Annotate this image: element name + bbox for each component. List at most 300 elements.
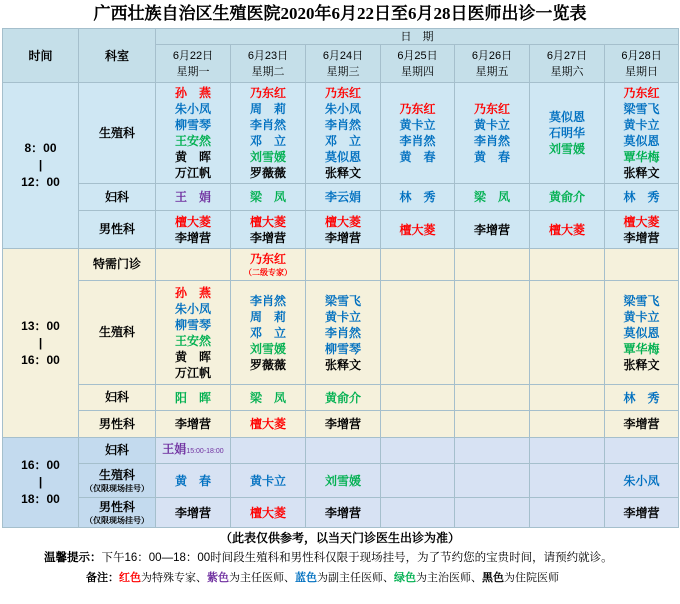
day-weekday: 星期六	[550, 65, 584, 78]
doctor-entry	[306, 473, 380, 489]
doctor-entry	[306, 325, 380, 341]
day-weekday: 星期三	[326, 65, 360, 78]
doctor-name: 黄卡立	[473, 118, 510, 132]
doctor-name: 梁雪飞	[623, 102, 660, 116]
doctor-entry	[306, 133, 380, 149]
doctor-name: 乃东红	[249, 252, 286, 266]
doctor-entry	[455, 133, 529, 149]
time-sep: |	[38, 158, 43, 172]
schedule-cell	[455, 498, 530, 528]
legend-text: 为副主任医师、	[317, 572, 394, 584]
doctor-entry	[455, 222, 529, 238]
doctor-name: 梁雪飞	[623, 293, 660, 308]
schedule-cell	[455, 411, 530, 438]
doctor-entry	[605, 149, 678, 165]
schedule-cell	[306, 385, 381, 411]
dept-cell	[79, 498, 156, 528]
doctor-name: 万江帆	[174, 365, 211, 380]
doctor-name: 黄 春	[174, 473, 211, 488]
doctor-entry	[605, 505, 678, 521]
doctor-entry	[381, 222, 454, 238]
doctor-entry	[530, 109, 604, 125]
doctor-entry	[156, 349, 230, 365]
schedule-cell	[156, 464, 231, 498]
doctor-name: 黄卡立	[399, 118, 436, 132]
doctor-entry	[605, 230, 678, 246]
header-row	[3, 29, 679, 45]
doctor-entry	[605, 101, 678, 117]
footer-tip	[44, 550, 613, 566]
schedule-cell	[156, 281, 231, 385]
schedule-row	[3, 498, 679, 528]
schedule-cell	[306, 438, 381, 464]
doctor-entry	[306, 505, 380, 521]
day-date: 6月22日	[172, 49, 214, 62]
doctor-name: 张释文	[324, 166, 361, 180]
doctor-name: 李肖然	[324, 118, 361, 132]
doctor-name: 李增营	[174, 505, 211, 520]
schedule-cell	[231, 281, 306, 385]
schedule-cell	[306, 83, 381, 184]
doctor-entry	[605, 341, 678, 357]
doctor-entry	[381, 117, 454, 133]
footer-legend-label: 备注：	[86, 572, 119, 584]
doctor-entry	[306, 293, 380, 309]
doctor-entry	[156, 230, 230, 246]
schedule-cell	[231, 438, 306, 464]
doctor-name: 乃东红	[623, 86, 660, 100]
doctor-entry	[605, 165, 678, 181]
doctor-name: 朱小凤	[174, 301, 211, 316]
doctor-name: 李云娟	[324, 190, 361, 204]
doctor-name: 李肖然	[249, 293, 286, 308]
legend-color-word: 蓝色	[295, 572, 317, 584]
schedule-cell	[306, 249, 381, 281]
schedule-cell	[306, 211, 381, 249]
doctor-entry	[156, 365, 230, 381]
schedule-cell	[605, 184, 679, 211]
schedule-row	[3, 83, 679, 184]
doctor-name: 黄 晖	[174, 150, 211, 164]
doctor-entry	[231, 117, 305, 133]
doctor-entry	[156, 189, 230, 205]
schedule-cell	[530, 184, 605, 211]
doctor-name: 朱小凤	[324, 102, 361, 116]
schedule-cell	[381, 83, 455, 184]
doctor-entry	[231, 251, 305, 267]
schedule-row	[3, 438, 679, 464]
doctor-entry	[156, 85, 230, 101]
schedule-cell	[156, 411, 231, 438]
doctor-name: 檀大菱	[174, 214, 211, 229]
doctor-name: 李增营	[324, 230, 361, 245]
day-weekday: 星期一	[176, 65, 210, 78]
schedule-cell	[530, 464, 605, 498]
doctor-name: 周 莉	[249, 102, 286, 116]
doctor-entry	[306, 189, 380, 205]
doctor-name: 万江帆	[174, 166, 211, 180]
doctor-name: 黄俞介	[548, 190, 585, 204]
schedule-row	[3, 184, 679, 211]
doctor-entry	[156, 117, 230, 133]
doctor-name: 莫似恩	[324, 150, 361, 164]
schedule-cell	[605, 411, 679, 438]
schedule-cell	[306, 281, 381, 385]
dept-cell	[79, 211, 156, 249]
dept-cell	[79, 385, 156, 411]
doctor-entry	[231, 325, 305, 341]
day-weekday: 星期四	[401, 65, 434, 78]
doctor-name: 黄卡立	[623, 118, 660, 132]
doctor-name: 林 秀	[399, 190, 436, 204]
dept-cell	[79, 438, 156, 464]
doctor-entry	[306, 341, 380, 357]
schedule-cell	[156, 438, 231, 464]
footer-tip-label: 温馨提示：	[44, 552, 102, 564]
schedule-row	[3, 385, 679, 411]
day-weekday: 星期二	[251, 65, 285, 78]
doctor-entry	[231, 357, 305, 373]
doctor-name: 柳雪琴	[174, 317, 211, 332]
schedule-cell	[455, 211, 530, 249]
schedule-cell	[156, 385, 231, 411]
doctor-entry	[231, 101, 305, 117]
header-dept: 科室	[79, 29, 156, 83]
schedule-cell	[156, 498, 231, 528]
doctor-name: 黄 晖	[174, 349, 211, 364]
doctor-name: 孙 燕	[174, 86, 211, 100]
dept-label: 特需门诊	[92, 257, 141, 271]
doctor-name: 李增营	[174, 230, 211, 245]
doctor-name: 柳雪琴	[174, 118, 211, 132]
schedule-cell	[306, 411, 381, 438]
doctor-entry	[605, 390, 678, 406]
session-time-cell	[3, 249, 79, 438]
dept-cell	[79, 464, 156, 498]
doctor-name: 梁 凤	[249, 390, 286, 405]
page-title: 广西壮族自治区生殖医院2020年6月22日至6月28日医师出诊一览表	[93, 4, 587, 23]
schedule-row	[3, 211, 679, 249]
schedule-cell	[455, 249, 530, 281]
doctor-name: 覃华梅	[623, 150, 660, 164]
schedule-cell	[306, 498, 381, 528]
schedule-cell	[306, 184, 381, 211]
doctor-name: 黄 春	[399, 150, 436, 164]
legend-text: 为主任医师、	[229, 572, 295, 584]
dept-cell	[79, 184, 156, 211]
day-header	[306, 45, 381, 83]
legend-color-word: 黑色	[482, 572, 504, 584]
schedule-cell	[381, 281, 455, 385]
doctor-name: 莫似恩	[623, 325, 660, 340]
schedule-cell	[605, 83, 679, 184]
day-date: 6月28日	[621, 49, 662, 62]
day-date: 6月27日	[546, 49, 588, 62]
schedule-cell	[381, 211, 455, 249]
dept-cell	[79, 249, 156, 281]
doctor-name: 梁 凤	[249, 190, 286, 204]
doctor-name: 张释文	[324, 357, 361, 372]
dept-note: （仅限现场挂号）	[85, 483, 149, 493]
doctor-name: 邓 立	[249, 134, 286, 148]
doctor-entry	[605, 293, 678, 309]
doctor-name: 邓 立	[324, 134, 361, 148]
doctor-entry	[231, 309, 305, 325]
schedule-cell	[605, 385, 679, 411]
dept-label: 男性科	[98, 222, 135, 236]
schedule-cell	[455, 385, 530, 411]
doctor-name: 檀大菱	[623, 214, 660, 229]
doctor-entry	[231, 189, 305, 205]
schedule-cell	[306, 464, 381, 498]
doctor-name: 刘雪媛	[324, 473, 361, 488]
doctor-entry	[306, 165, 380, 181]
schedule-cell	[455, 83, 530, 184]
dept-label: 妇科	[104, 443, 129, 457]
doctor-name: 孙 燕	[174, 285, 211, 300]
session-time-cell	[3, 83, 79, 249]
doctor-name: 檀大菱	[249, 417, 286, 431]
doctor-name: 梁雪飞	[324, 293, 361, 308]
day-header	[530, 45, 605, 83]
schedule-cell	[605, 249, 679, 281]
doctor-entry	[231, 133, 305, 149]
doctor-entry	[530, 125, 604, 141]
doctor-name: 檀大菱	[548, 222, 585, 237]
day-date: 6月24日	[322, 49, 364, 62]
day-header	[231, 45, 306, 83]
doctor-name: 莫似恩	[548, 110, 585, 124]
schedule-cell	[381, 411, 455, 438]
doctor-name: 莫似恩	[623, 134, 660, 148]
dept-label: 生殖科	[98, 325, 135, 339]
doctor-entry	[156, 301, 230, 317]
doctor-entry	[156, 473, 230, 489]
schedule-cell	[530, 281, 605, 385]
doctor-name: 罗薇薇	[249, 357, 286, 372]
doctor-name: 石明华	[548, 126, 585, 140]
doctor-entry	[156, 333, 230, 349]
doctor-name: 柳雪琴	[324, 341, 361, 356]
doctor-name: 黄卡立	[324, 309, 361, 324]
doctor-name: 乃东红	[399, 102, 436, 116]
doctor-name: 王 娟	[174, 190, 211, 204]
doctor-entry	[530, 189, 604, 205]
schedule-cell	[231, 464, 306, 498]
doctor-name: 李肖然	[249, 118, 286, 132]
doctor-entry	[156, 285, 230, 301]
doctor-entry	[455, 101, 529, 117]
doctor-entry	[306, 117, 380, 133]
schedule-cell	[530, 411, 605, 438]
doctor-entry	[306, 149, 380, 165]
schedule-cell	[381, 385, 455, 411]
doctor-name: 刘雪媛	[249, 150, 286, 164]
dept-note: （仅限现场挂号）	[85, 515, 149, 525]
dept-label: 男性科	[98, 499, 135, 514]
schedule-cell	[156, 83, 231, 184]
dept-label: 生殖科	[98, 467, 135, 482]
schedule-cell	[231, 184, 306, 211]
doctor-name: 刘雪媛	[548, 142, 585, 156]
schedule-cell	[605, 464, 679, 498]
schedule-cell	[231, 411, 306, 438]
doctor-entry	[455, 189, 529, 205]
doctor-entry	[455, 149, 529, 165]
schedule-cell	[231, 385, 306, 411]
doctor-entry	[231, 473, 305, 489]
time-sep: |	[38, 335, 43, 350]
schedule-row	[3, 411, 679, 438]
dept-label: 妇科	[104, 390, 129, 404]
schedule-cell	[605, 211, 679, 249]
doctor-name: 朱小凤	[174, 102, 211, 116]
footer-tip-text: 下午16：00—18：00时间段生殖科和男性科仅限于现场挂号，为了节约您的宝贵时间，请预约就诊。	[101, 552, 613, 564]
doctor-entry	[306, 309, 380, 325]
day-header	[455, 45, 530, 83]
day-weekday: 星期日	[625, 65, 659, 78]
doctor-entry	[605, 117, 678, 133]
schedule-cell	[530, 211, 605, 249]
doctor-name: 李增营	[249, 230, 286, 245]
schedule-row	[3, 281, 679, 385]
doctor-name: 刘雪媛	[249, 341, 286, 356]
schedule-cell	[530, 498, 605, 528]
doctor-name: 王安然	[174, 333, 211, 348]
doctor-name: 李增营	[324, 417, 361, 431]
doctor-name: 李肖然	[324, 325, 361, 340]
doctor-name: 檀大菱	[249, 214, 286, 229]
time-start: 16：00	[21, 458, 60, 472]
doctor-name: 黄 春	[473, 150, 510, 164]
doctor-name: 檀大菱	[399, 222, 436, 237]
doctor-entry	[231, 230, 305, 246]
doctor-entry	[381, 149, 454, 165]
doctor-entry	[306, 214, 380, 230]
doctor-entry	[306, 416, 380, 432]
day-header	[156, 45, 231, 83]
doctor-entry	[605, 473, 678, 489]
schedule-row	[3, 464, 679, 498]
doctor-name: 乃东红	[473, 102, 510, 116]
doctor-entry	[306, 230, 380, 246]
doctor-entry	[605, 309, 678, 325]
doctor-entry	[156, 149, 230, 165]
doctor-entry	[381, 101, 454, 117]
doctor-entry	[605, 189, 678, 205]
doctor-hours: 15:00-18:00	[186, 448, 224, 455]
doctor-entry	[156, 416, 230, 432]
doctor-entry	[156, 214, 230, 230]
doctor-entry	[156, 133, 230, 149]
legend-text: 为主治医师、	[416, 572, 482, 584]
header-date-group: 日 期	[156, 29, 679, 45]
doctor-name: 李肖然	[473, 134, 510, 148]
dept-cell	[79, 281, 156, 385]
schedule-cell	[381, 438, 455, 464]
time-sep: |	[38, 475, 43, 489]
schedule-cell	[156, 184, 231, 211]
doctor-name: 梁 凤	[473, 190, 510, 204]
schedule-cell	[381, 498, 455, 528]
doctor-name: 李增营	[623, 417, 660, 431]
schedule-cell	[530, 438, 605, 464]
table-body	[3, 83, 679, 528]
schedule-cell	[530, 249, 605, 281]
doctor-name: 黄卡立	[623, 309, 660, 324]
doctor-entry	[231, 149, 305, 165]
schedule-cell	[156, 249, 231, 281]
doctor-name: 黄卡立	[249, 473, 286, 488]
doctor-entry	[231, 390, 305, 406]
doctor-entry	[605, 325, 678, 341]
schedule-cell	[231, 83, 306, 184]
doctor-entry	[530, 141, 604, 157]
header-time: 时间	[3, 29, 79, 83]
schedule-cell	[231, 249, 306, 281]
doctor-name: 罗薇薇	[249, 166, 286, 180]
day-date: 6月25日	[397, 49, 438, 62]
schedule-cell	[455, 464, 530, 498]
schedule-cell	[455, 438, 530, 464]
doctor-entry	[605, 85, 678, 101]
doctor-name: 王娟	[162, 442, 187, 456]
session-time-cell	[3, 438, 79, 528]
doctor-name: 檀大菱	[249, 505, 286, 520]
schedule-cell	[530, 385, 605, 411]
doctor-entry	[605, 214, 678, 230]
doctor-entry	[156, 317, 230, 333]
dept-cell	[79, 83, 156, 184]
doctor-entry	[455, 117, 529, 133]
legend-color-word: 紫色	[207, 572, 229, 584]
doctor-name: 林 秀	[623, 190, 660, 204]
day-date: 6月26日	[471, 49, 513, 62]
doctor-entry	[231, 505, 305, 521]
doctor-entry	[231, 214, 305, 230]
schedule-cell	[231, 211, 306, 249]
day-header	[605, 45, 679, 83]
doctor-name: 王安然	[174, 134, 211, 148]
doctor-name: 覃华梅	[623, 341, 660, 356]
legend-text: 为住院医师	[504, 572, 559, 584]
time-end: 12：00	[21, 175, 60, 189]
doctor-entry	[156, 390, 230, 406]
table-header	[3, 29, 679, 83]
doctor-name: 朱小凤	[623, 473, 660, 488]
schedule-cell	[605, 281, 679, 385]
legend-color-word: 红色	[119, 572, 141, 584]
doctor-name: 张释文	[623, 357, 660, 372]
doctor-name: 乃东红	[249, 86, 286, 100]
schedule-cell	[381, 184, 455, 211]
schedule-cell	[455, 184, 530, 211]
doctor-name: 李增营	[324, 505, 361, 520]
doctor-entry	[381, 189, 454, 205]
schedule-cell	[231, 498, 306, 528]
doctor-name: 阳 晖	[174, 390, 211, 405]
doctor-entry	[306, 390, 380, 406]
doctor-entry	[306, 101, 380, 117]
doctor-entry	[605, 416, 678, 432]
doctor-name: 李增营	[623, 505, 660, 520]
day-date: 6月23日	[247, 49, 289, 62]
doctor-entry	[530, 222, 604, 238]
schedule-cell	[605, 498, 679, 528]
doctor-entry	[231, 341, 305, 357]
legend-text: 为特殊专家、	[141, 572, 207, 584]
schedule-cell	[381, 464, 455, 498]
